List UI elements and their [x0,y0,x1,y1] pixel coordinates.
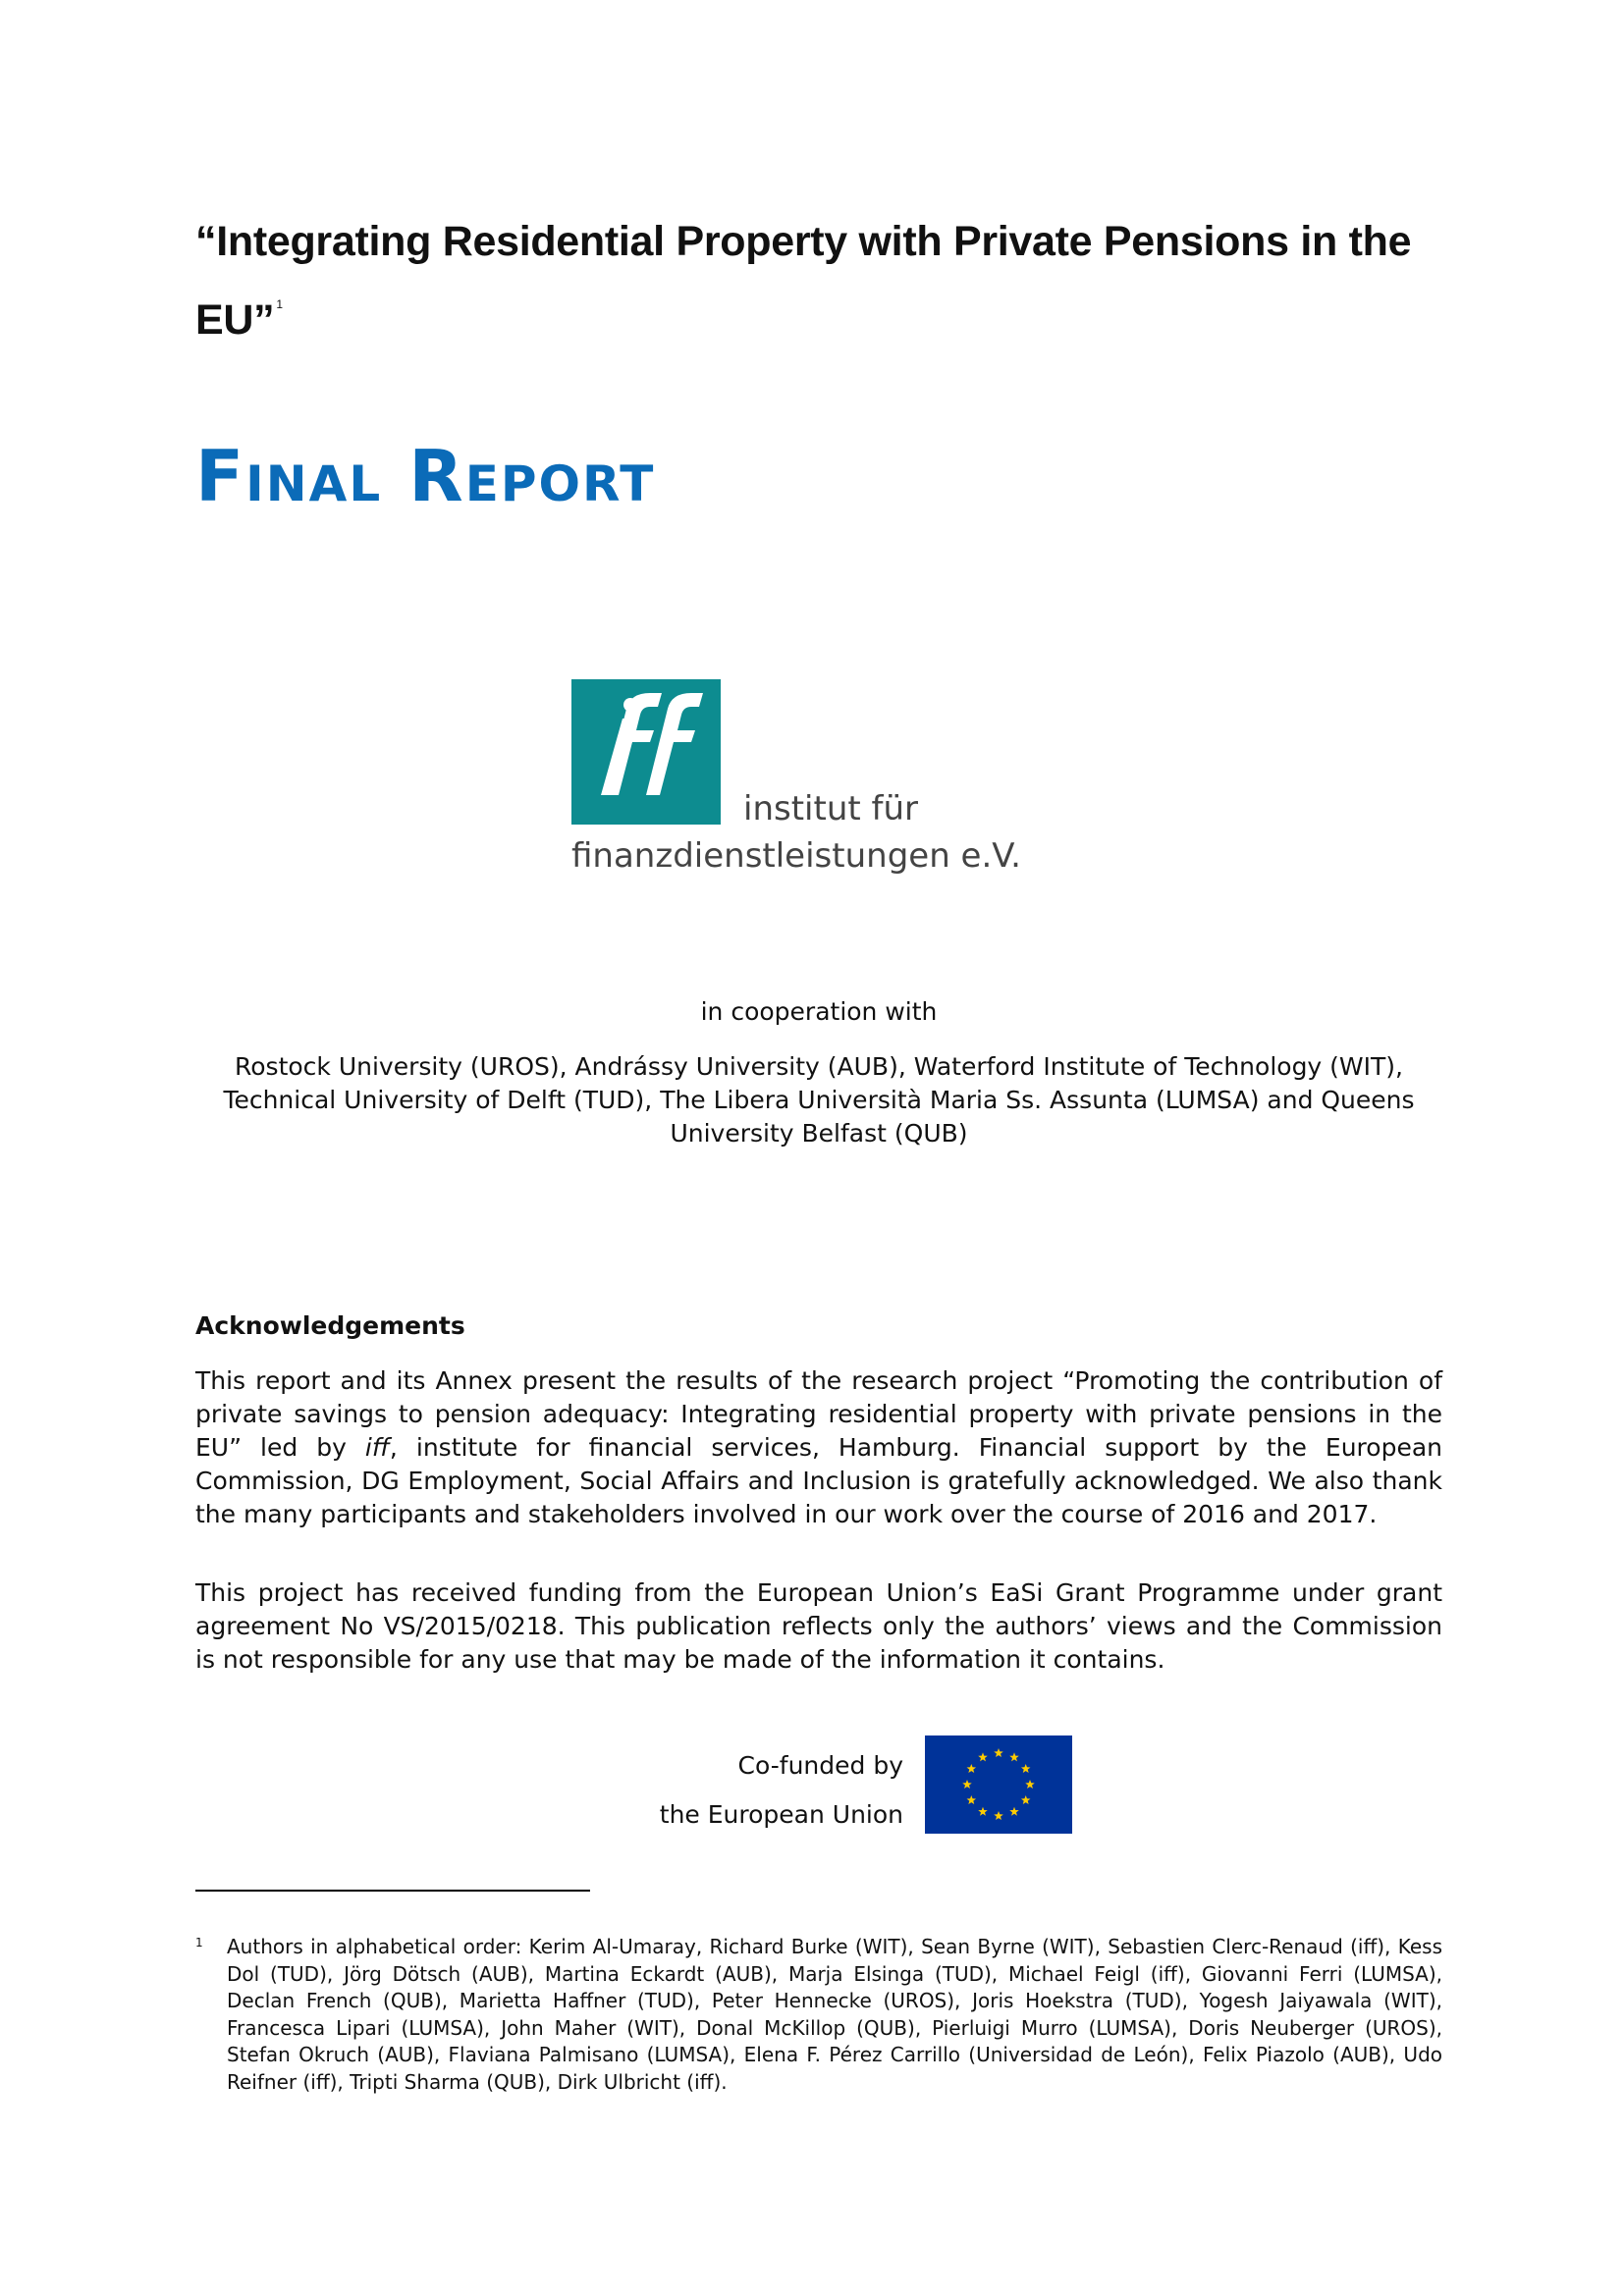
iff-logo-glyphs [571,679,721,825]
eu-star [994,1811,1003,1820]
logo-text-finanzdienstleistungen: finanzdienstleistungen e.V. [571,836,1021,876]
eu-star [1009,1807,1019,1816]
footnote-separator [195,1890,590,1892]
iff-logo [571,679,1082,895]
cofunded-line-1: Co-funded by [737,1751,903,1780]
eu-star [962,1780,972,1789]
eu-star [978,1807,988,1816]
ack-p1-before: This report and its Annex present the results of the research project “Promoting the contribution of private savings to pension adequacy: Integrating residential property with private pensions in the EU” led by [195,1366,1442,1462]
eu-star [967,1795,977,1804]
eu-flag-icon [925,1735,1072,1834]
logo-text-institut: institut für [743,789,919,828]
cofunded-caption [550,1741,903,1840]
cofunded-line-2: the European Union [659,1800,903,1829]
report-label: Final Report [195,435,656,517]
acknowledgements-paragraph-2: This project has received funding from the European Union’s EaSi Grant Programme under grant agreement No VS/2015/0218. This publication reflects only the authors’ views and the Commission is not responsible for any use that may be made of the information it contains. [195,1578,1442,1674]
footnote-text: Authors in alphabetical order: Kerim Al-Umaray, Richard Burke (WIT), Sean Byrne (WIT), Sebastien Clerc-Renaud (iff), Kess Dol (TUD), Jörg Dötsch (AUB), Martina Eckardt (AUB), Marja Elsinga (TUD), Michael Feigl (iff), Giovanni Ferri (LUMSA), Declan French (QUB), Marietta Haffner (TUD), Peter Hennecke (UROS), Joris Hoekstra (TUD), Yogesh Jaiyawala (WIT), Francesca Lipari (LUMSA), John Maher (WIT), Donal McKillop (QUB), Pierluigi Murro (LUMSA), Doris Neuberger (UROS), Stefan Okruch (AUB), Flaviana Palmisano (LUMSA), Elena F. Pérez Carrillo (Universidad de León), Felix Piazolo (AUB), Udo Reifner (iff), Tripti Sharma (QUB), Dirk Ulbricht (iff). [227,1935,1442,2094]
acknowledgements-paragraph-1 [195,1364,1442,1531]
cooperation-intro: in cooperation with [700,997,938,1026]
eu-star [1021,1795,1031,1804]
title-text: “Integrating Residential Property with Private Pensions in the EU” [195,218,1412,344]
eu-star [978,1752,988,1761]
footnote-reference[interactable]: 1 [276,297,283,311]
eu-star [967,1764,977,1773]
eu-star [1009,1752,1019,1761]
eu-star [1021,1764,1031,1773]
cooperation-partners: Rostock University (UROS), Andrássy University (AUB), Waterford Institute of Technology (WIT), Technical University of Delft (TUD), The Libera Università Maria Ss. Assunta (LUMSA) and Queens University Belfast (QUB) [223,1052,1415,1148]
document-title [195,210,1452,351]
ack-p1-emph: iff [364,1433,390,1462]
footnote-mark: 1 [195,1936,203,1949]
eu-star [994,1748,1003,1757]
footnote [195,1934,1442,2096]
iff-logo-mark [571,679,721,825]
eu-star [1025,1780,1035,1789]
acknowledgements-heading: Acknowledgements [195,1311,465,1340]
ack-p1-after: , institute for financial services, Hamburg. Financial support by the European Commission, DG Employment, Social Affairs and Inclusion is gratefully acknowledged. We also thank the many participants and stakeholders involved in our work over the course of 2016 and 2017. [195,1433,1442,1528]
eu-stars [925,1735,1072,1834]
